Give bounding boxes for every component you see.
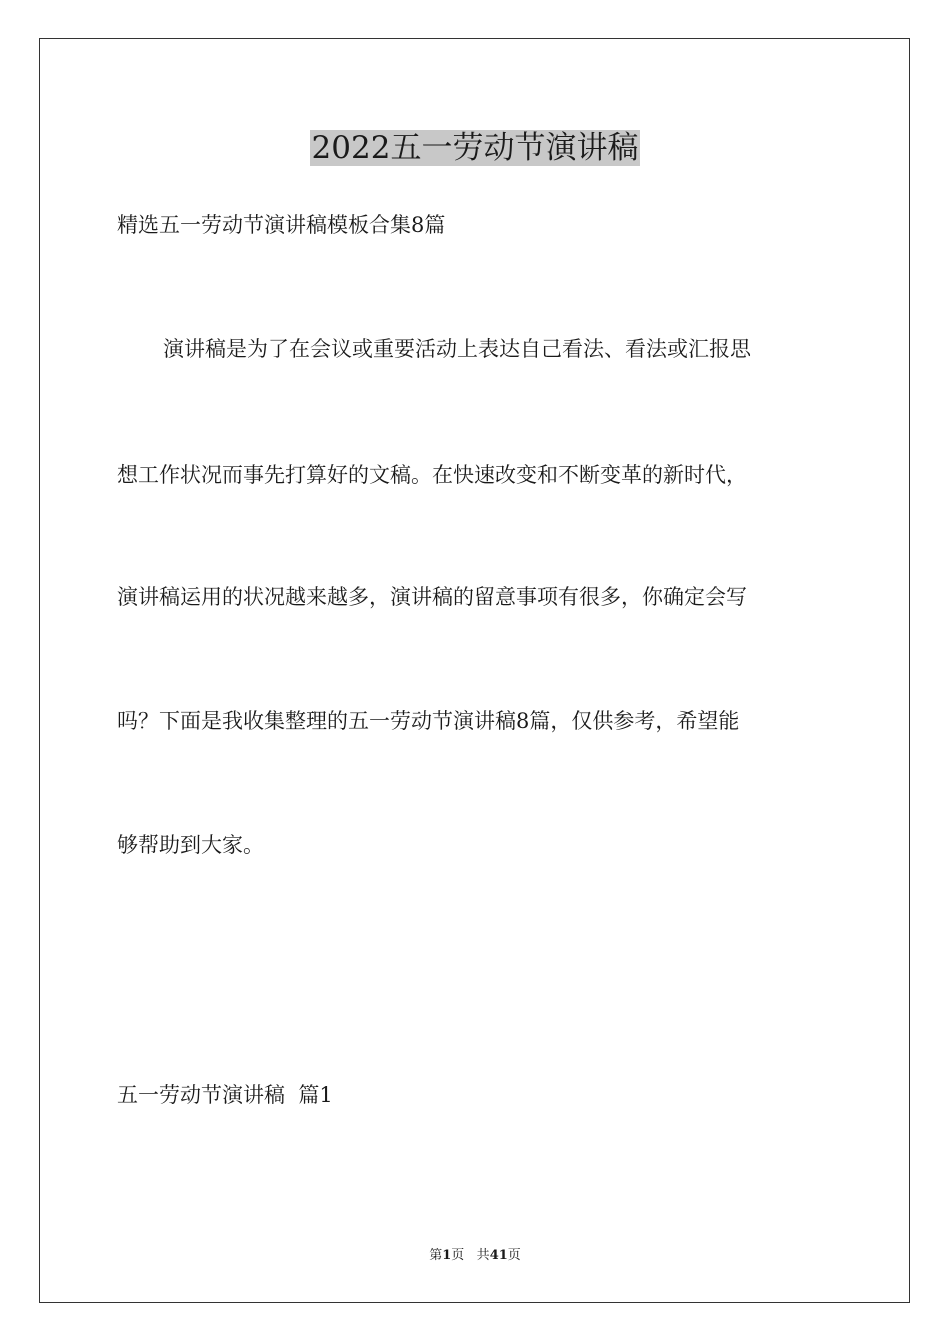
footer-page-prefix: 第 bbox=[429, 1248, 443, 1263]
footer-total-prefix: 共 bbox=[476, 1248, 490, 1263]
footer-page-number: 1 bbox=[442, 1248, 452, 1263]
footer-total-pages: 41 bbox=[489, 1248, 508, 1263]
paragraph-line-5: 够帮助到大家。 bbox=[117, 833, 264, 857]
footer-page-suffix: 页 bbox=[451, 1248, 465, 1263]
paragraph-line-2: 想工作状况而事先打算好的文稿。在快速改变和不断变革的新时代， bbox=[117, 463, 747, 487]
document-title-text: 2022五一劳动节演讲稿 bbox=[311, 130, 639, 166]
paragraph-line-1: 演讲稿是为了在会议或重要活动上表达自己看法、看法或汇报思 bbox=[163, 337, 751, 361]
section-heading: 五一劳动节演讲稿 篇1 bbox=[117, 1083, 333, 1107]
paragraph-line-3: 演讲稿运用的状况越来越多，演讲稿的留意事项有很多，你确定会写 bbox=[117, 585, 747, 609]
document-subtitle: 精选五一劳动节演讲稿模板合集8篇 bbox=[117, 213, 446, 237]
paragraph-line-4: 吗？下面是我收集整理的五一劳动节演讲稿8篇，仅供参考，希望能 bbox=[117, 709, 740, 733]
page-footer bbox=[0, 1246, 950, 1266]
footer-total-suffix: 页 bbox=[507, 1248, 521, 1263]
document-title bbox=[0, 128, 950, 168]
